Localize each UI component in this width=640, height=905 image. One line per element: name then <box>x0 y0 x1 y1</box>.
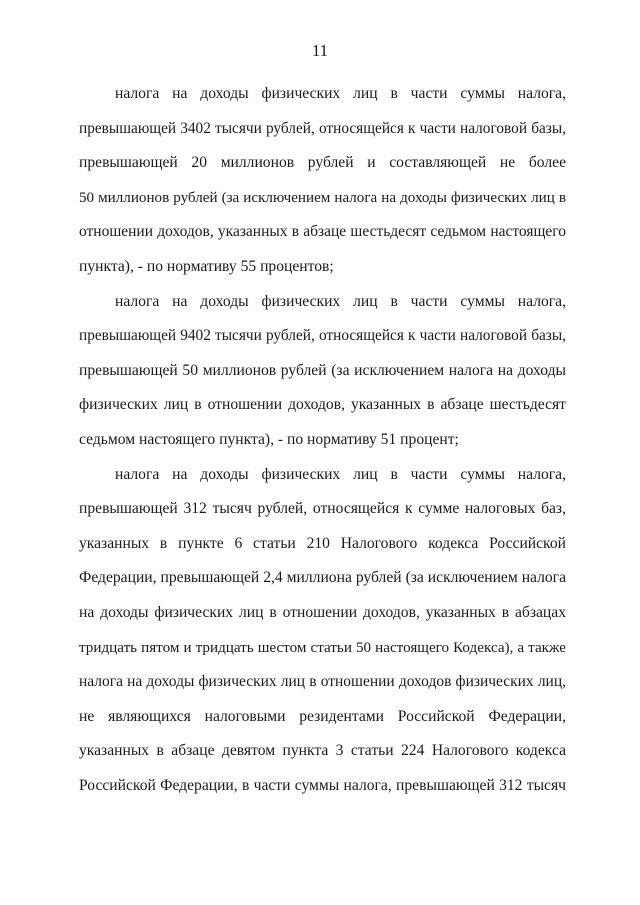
text-line: указанных в абзаце девятом пункта 3 статьи 224 Налогового кодекса <box>79 742 566 760</box>
text-line: на доходы физических лиц в отношении доходов, указанных в абзацах <box>79 603 566 621</box>
paragraph-1 <box>79 77 566 285</box>
text-line: превышающей 50 миллионов рублей (за исключением налога на доходы <box>79 361 566 379</box>
text-line: пункта), - по нормативу 55 процентов; <box>79 257 334 275</box>
text-line: Российской Федерации, в части суммы налога, превышающей 312 тысяч <box>79 776 566 794</box>
text-line: 50 миллионов рублей (за исключением налога на доходы физических лиц в <box>79 189 566 206</box>
text-line: превышающей 3402 тысячи рублей, относящейся к части налоговой базы, <box>79 119 566 137</box>
paragraph-2 <box>79 285 566 458</box>
text-line: налога на доходы физических лиц в отношении доходов физических лиц, <box>79 673 566 691</box>
document-body <box>79 77 566 803</box>
text-line: превышающей 9402 тысячи рублей, относящейся к части налоговой базы, <box>79 327 566 345</box>
text-line: физических лиц в отношении доходов, указанных в абзаце шестьдесят <box>79 396 566 414</box>
text-line: отношении доходов, указанных в абзаце шестьдесят седьмом настоящего <box>79 223 566 241</box>
text-line: налога на доходы физических лиц в части суммы налога, <box>115 85 566 102</box>
text-line: не являющихся налоговыми резидентами Российской Федерации, <box>79 707 566 725</box>
text-line: седьмом настоящего пункта), - по нормативу 51 процент; <box>79 430 459 448</box>
text-line: превышающей 20 миллионов рублей и составляющей не более <box>79 154 566 172</box>
paragraph-3 <box>79 458 566 804</box>
text-line: Федерации, превышающей 2,4 миллиона рублей (за исключением налога <box>79 569 566 587</box>
text-line: превышающей 312 тысяч рублей, относящейся к сумме налоговых баз, <box>79 500 566 518</box>
page-number: 11 <box>311 41 329 60</box>
text-line: налога на доходы физических лиц в части суммы налога, <box>115 465 566 483</box>
text-line: тридцать пятом и тридцать шестом статьи 50 настоящего Кодекса), а также <box>79 639 566 656</box>
text-line: указанных в пункте 6 статьи 210 Налогового кодекса Российской <box>79 534 566 552</box>
text-line: налога на доходы физических лиц в части суммы налога, <box>115 292 566 310</box>
